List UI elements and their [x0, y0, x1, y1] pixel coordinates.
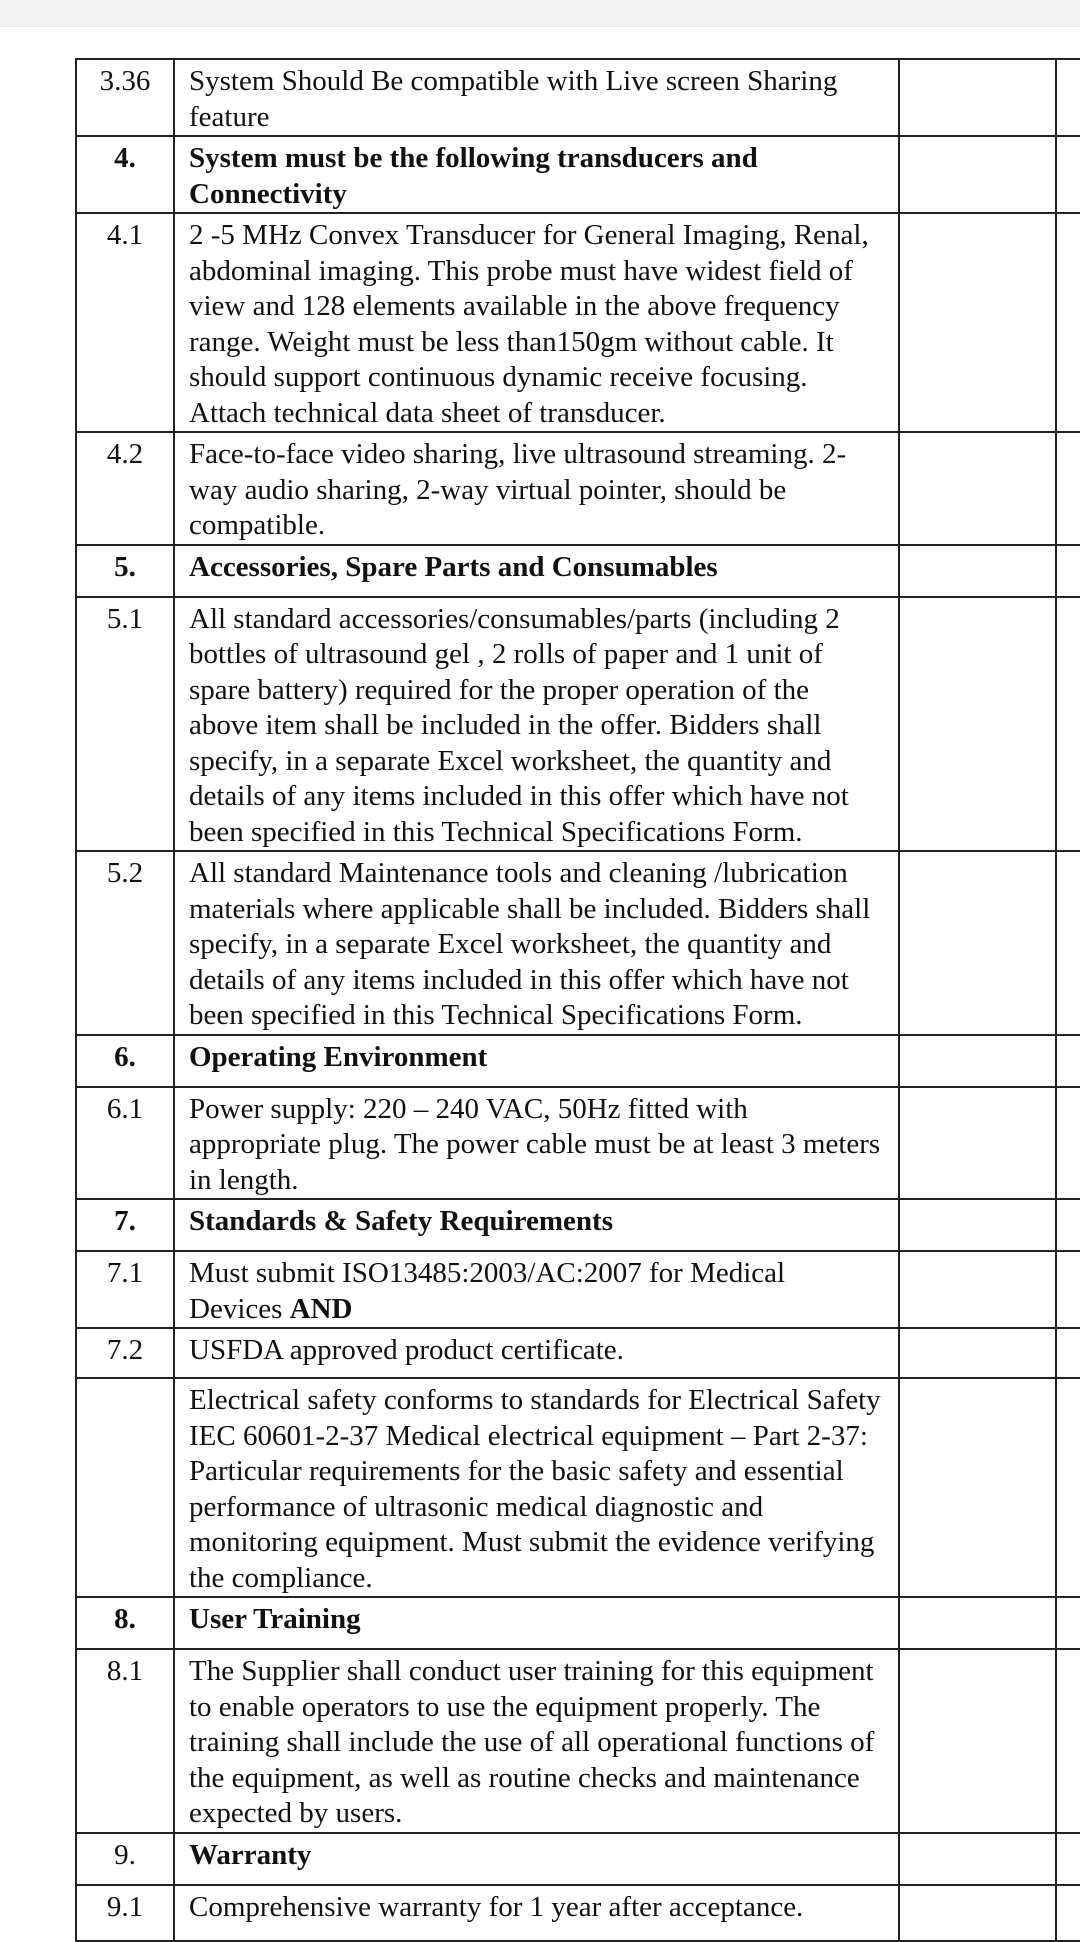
remarks-cell [1056, 213, 1080, 432]
section-row [76, 1597, 1080, 1649]
section-title: Accessories, Spare Parts and Consumables [174, 545, 899, 597]
row-text: Face-to-face video sharing, live ultrasound streaming. 2-way audio sharing, 2-way virtual pointer, should be compatible. [174, 432, 899, 545]
compliance-cell [899, 1251, 1056, 1328]
remarks-cell [1056, 1378, 1080, 1597]
table-row [76, 1378, 1080, 1597]
section-title: User Training [174, 1597, 899, 1649]
section-number: 6. [76, 1035, 174, 1087]
row-number: 5.1 [76, 597, 174, 852]
section-row [76, 545, 1080, 597]
compliance-cell [899, 1378, 1056, 1597]
row-number: 7.2 [76, 1328, 174, 1378]
section-row [76, 1833, 1080, 1885]
row-text: Power supply: 220 – 240 VAC, 50Hz fitted with appropriate plug. The power cable must be at least 3 meters in length. [174, 1087, 899, 1200]
remarks-cell [1056, 545, 1080, 597]
table-row [76, 432, 1080, 545]
remarks-cell [1056, 59, 1080, 136]
compliance-cell [899, 545, 1056, 597]
row-text: Electrical safety conforms to standards for Electrical Safety IEC 60601-2-37 Medical electrical equipment – Part 2-37: Particular requirements for the basic safety and essential performance of ultrasonic medical diagnostic and monitoring equipment. Must submit the evidence verifying the compliance. [174, 1378, 899, 1597]
spec-table [75, 58, 1080, 1942]
section-row [76, 1035, 1080, 1087]
row-number: 6.1 [76, 1087, 174, 1200]
compliance-cell [899, 432, 1056, 545]
table-row [76, 1087, 1080, 1200]
row-number: 8.1 [76, 1649, 174, 1833]
row-number: 4.2 [76, 432, 174, 545]
row-number: 7.1 [76, 1251, 174, 1328]
remarks-cell [1056, 1885, 1080, 1941]
remarks-cell [1056, 597, 1080, 852]
section-number: 9. [76, 1833, 174, 1885]
row-text: The Supplier shall conduct user training for this equipment to enable operators to use the equipment properly. The training shall include the use of all operational functions of the equipment, as well as routine checks and maintenance expected by users. [174, 1649, 899, 1833]
table-row [76, 1328, 1080, 1378]
compliance-cell [899, 1833, 1056, 1885]
compliance-cell [899, 1597, 1056, 1649]
section-title: System must be the following transducers and Connectivity [174, 136, 899, 213]
table-row [76, 1885, 1080, 1941]
section-row [76, 1199, 1080, 1251]
compliance-cell [899, 1087, 1056, 1200]
section-title: Operating Environment [174, 1035, 899, 1087]
compliance-cell [899, 1199, 1056, 1251]
section-title: Warranty [174, 1833, 899, 1885]
remarks-cell [1056, 1649, 1080, 1833]
compliance-cell [899, 851, 1056, 1035]
row-number: 9.1 [76, 1885, 174, 1941]
section-number: 7. [76, 1199, 174, 1251]
section-number: 4. [76, 136, 174, 213]
row-text: 2 -5 MHz Convex Transducer for General Imaging, Renal, abdominal imaging. This probe must have widest field of view and 128 elements available in the above frequency range. Weight must be less than150gm without cable. It should support continuous dynamic receive focusing. Attach technical data sheet of transducer. [174, 213, 899, 432]
section-row [76, 136, 1080, 213]
compliance-cell [899, 136, 1056, 213]
section-number: 5. [76, 545, 174, 597]
remarks-cell [1056, 432, 1080, 545]
compliance-cell [899, 1328, 1056, 1378]
table-row [76, 59, 1080, 136]
row-text: USFDA approved product certificate. [174, 1328, 899, 1378]
remarks-cell [1056, 1833, 1080, 1885]
row-text: Comprehensive warranty for 1 year after acceptance. [174, 1885, 899, 1941]
compliance-cell [899, 59, 1056, 136]
remarks-cell [1056, 851, 1080, 1035]
section-title: Standards & Safety Requirements [174, 1199, 899, 1251]
row-text-emphasis: AND [289, 1292, 353, 1325]
section-number: 8. [76, 1597, 174, 1649]
row-text: All standard accessories/consumables/parts (including 2 bottles of ultrasound gel , 2 rolls of paper and 1 unit of spare battery) required for the proper operation of the above item shall be included in the offer. Bidders shall specify, in a separate Excel worksheet, the quantity and details of any items included in this offer which have not been specified in this Technical Specifications Form. [174, 597, 899, 852]
row-text: All standard Maintenance tools and cleaning /lubrication materials where applicable shall be included. Bidders shall specify, in a separate Excel worksheet, the quantity and details of any items included in this offer which have not been specified in this Technical Specifications Form. [174, 851, 899, 1035]
compliance-cell [899, 1649, 1056, 1833]
row-text [174, 1251, 899, 1328]
compliance-cell [899, 213, 1056, 432]
remarks-cell [1056, 1087, 1080, 1200]
row-text-main: Must submit ISO13485:2003/AC:2007 for Medical Devices [189, 1257, 786, 1325]
remarks-cell [1056, 1199, 1080, 1251]
remarks-cell [1056, 136, 1080, 213]
table-row [76, 1251, 1080, 1328]
row-number: 4.1 [76, 213, 174, 432]
remarks-cell [1056, 1035, 1080, 1087]
row-number [76, 1378, 174, 1597]
table-row [76, 1649, 1080, 1833]
viewer-top-bar [0, 0, 1080, 27]
table-row [76, 851, 1080, 1035]
remarks-cell [1056, 1251, 1080, 1328]
table-row [76, 597, 1080, 852]
row-text: System Should Be compatible with Live screen Sharing feature [174, 59, 899, 136]
compliance-cell [899, 597, 1056, 852]
row-number: 3.36 [76, 59, 174, 136]
remarks-cell [1056, 1597, 1080, 1649]
table-row [76, 213, 1080, 432]
compliance-cell [899, 1035, 1056, 1087]
remarks-cell [1056, 1328, 1080, 1378]
compliance-cell [899, 1885, 1056, 1941]
row-number: 5.2 [76, 851, 174, 1035]
